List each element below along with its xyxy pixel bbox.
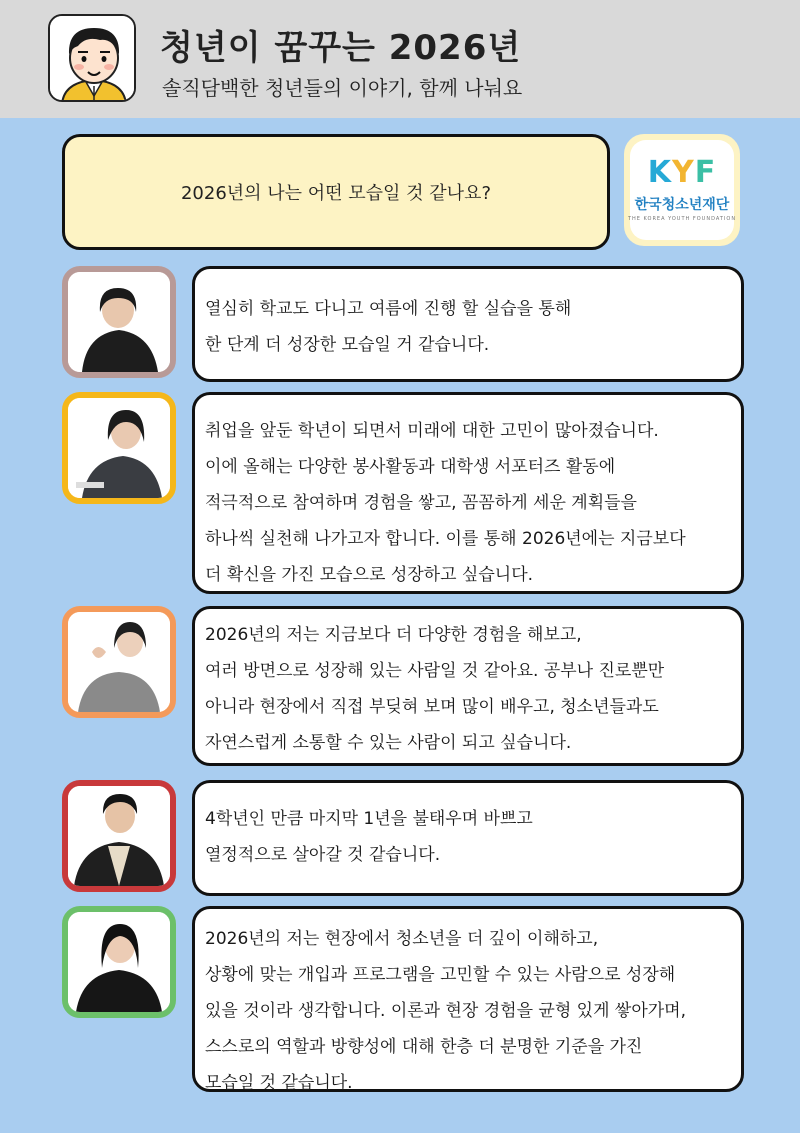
logo-letter-y: Y — [672, 155, 695, 190]
person-illustration-icon — [68, 912, 170, 1012]
profile-photo-2 — [62, 392, 176, 504]
page-title: 청년이 꿈꾸는 2026년 — [160, 28, 522, 68]
answer-line: 여러 방면으로 성장해 있는 사람일 것 같아요. 공부나 진로뿐만 — [205, 661, 665, 681]
answer-line: 적극적으로 참여하며 경험을 쌓고, 꼼꼼하게 세운 계획들을 — [205, 493, 637, 513]
answer-line: 열정적으로 살아갈 것 같습니다. — [205, 845, 441, 865]
question-box — [62, 134, 610, 250]
answer-line: 자연스럽게 소통할 수 있는 사람이 되고 싶습니다. — [205, 733, 572, 753]
logo-korean-name: 한국청소년재단 — [634, 197, 730, 213]
logo-mark — [647, 155, 717, 190]
answer-bubble-4 — [192, 780, 744, 896]
answer-line: 더 확신을 가진 모습으로 성장하고 싶습니다. — [205, 565, 534, 585]
answer-line: 2026년의 저는 현장에서 청소년을 더 깊이 이해하고, — [205, 929, 599, 949]
person-illustration-icon — [68, 398, 170, 498]
answer-line: 아니라 현장에서 직접 부딪혀 보며 많이 배우고, 청소년들과도 — [205, 697, 659, 717]
answer-line: 있을 것이라 생각합니다. 이론과 현장 경험을 균형 있게 쌓아가며, — [205, 1001, 687, 1021]
logo-letter-k: K — [647, 155, 672, 190]
person-illustration-icon — [68, 272, 170, 372]
answer-line: 2026년의 저는 지금보다 더 다양한 경험을 해보고, — [205, 625, 582, 645]
logo-panel — [627, 140, 737, 240]
person-illustration-icon — [68, 786, 170, 886]
answer-line: 이에 올해는 다양한 봉사활동과 대학생 서포터즈 활동에 — [205, 457, 616, 477]
person-illustration-icon — [68, 612, 170, 712]
answer-bubble-3 — [192, 606, 744, 766]
answer-line: 모습일 것 같습니다. — [205, 1073, 353, 1093]
answer-bubble-5 — [192, 906, 744, 1092]
page-subtitle: 솔직담백한 청년들의 이야기, 함께 나눠요 — [162, 76, 523, 100]
profile-photo-3 — [62, 606, 176, 718]
header-bar — [0, 0, 800, 118]
answer-line: 열심히 학교도 다니고 여름에 진행 할 실습을 통해 — [205, 299, 572, 319]
cartoon-avatar — [48, 14, 136, 102]
profile-photo-1 — [62, 266, 176, 378]
answer-line: 하나씩 실천해 나가고자 합니다. 이를 통해 2026년에는 지금보다 — [205, 529, 686, 549]
answer-line: 한 단계 더 성장한 모습일 거 같습니다. — [205, 335, 490, 355]
logo-letter-f: F — [694, 155, 717, 190]
kyf-logo — [624, 134, 740, 246]
profile-photo-5 — [62, 906, 176, 1018]
answer-line: 취업을 앞둔 학년이 되면서 미래에 대한 고민이 많아졌습니다. — [205, 421, 659, 441]
logo-english-name: THE KOREA YOUTH FOUNDATION — [627, 216, 737, 222]
answer-line: 4학년인 만큼 마지막 1년을 불태우며 바쁘고 — [205, 809, 533, 829]
answer-line: 상황에 맞는 개입과 프로그램을 고민할 수 있는 사람으로 성장해 — [205, 965, 676, 985]
answer-bubble-1 — [192, 266, 744, 382]
profile-photo-4 — [62, 780, 176, 892]
answer-bubble-2 — [192, 392, 744, 594]
question-text: 2026년의 나는 어떤 모습일 것 같나요? — [180, 183, 491, 204]
answer-line: 스스로의 역할과 방향성에 대해 한층 더 분명한 기준을 가진 — [205, 1037, 643, 1057]
